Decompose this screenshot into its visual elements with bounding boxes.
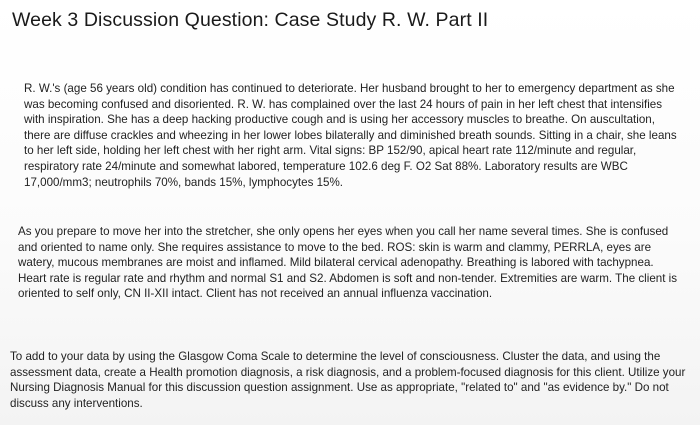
case-paragraph-2: As you prepare to move her into the stretcher, she only opens her eyes when you call her name several times. She is confused and oriented to name only. She requires assistance to move to the bed. ROS: skin is warm and clammy, PERRLA, eyes are watery, mucous membranes are moist and inflamed. Mild bilateral cervical adenopathy. Breathing is labored with tachypnea. Heart rate is regular rate and rhythm and normal S1 and S2. Abdomen is soft and non-tender. Extremities are warm. The client is oriented to self only, CN II-XII intact. Client has not received an annual influenza vaccination. — [18, 225, 678, 301]
instructions-paragraph: To add to your data by using the Glasgow Coma Scale to determine the level of consciousness. Cluster the data, and using the assessment data, create a Health promotion diagnosis, a risk diagnosis, and a problem-focused diagnosis for this client. Utilize your Nursing Diagnosis Manual for this discussion question assignment. Use as appropriate, "related to" and "as evidence by." Do not discuss any interventions. — [10, 350, 686, 410]
page-title: Week 3 Discussion Question: Case Study R. W. Part II — [12, 9, 489, 31]
case-paragraph-1: R. W.'s (age 56 years old) condition has continued to deteriorate. Her husband brought to her to emergency department as she was becoming confused and disoriented. R. W. has complained over the last 24 hours of pain in her left chest that intensifies with inspiration. She has a deep hacking productive cough and is using her accessory muscles to breathe. On auscultation, there are diffuse crackles and wheezing in her lower lobes bilaterally and diminished breath sounds. Sitting in a chair, she leans to her left side, holding her left chest with her right arm. Vital signs: BP 152/90, apical heart rate 112/minute and regular, respiratory rate 24/minute and somewhat labored, temperature 102.6 deg F. O2 Sat 88%. Laboratory results are WBC 17,000/mm3; neutrophils 70%, bands 15%, lymphocytes 15%. — [24, 82, 677, 189]
